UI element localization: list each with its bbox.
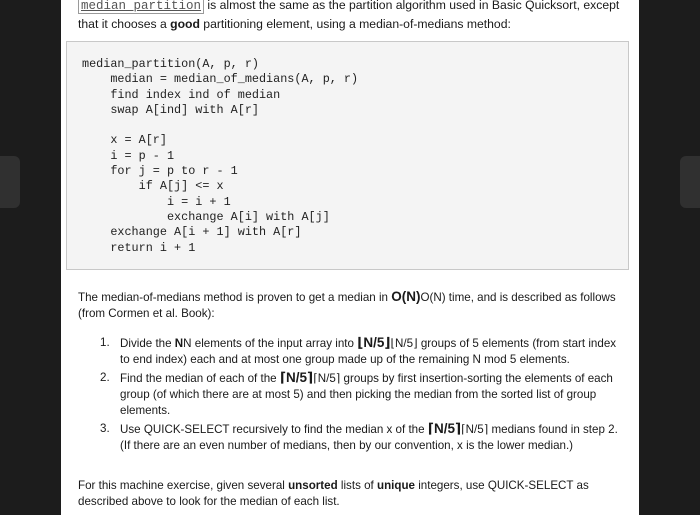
step-text: Use QUICK-SELECT recursively to find the median x of the ⌈N/5⌉⌈N/5⌉ medians found in step 2. (If there are an even number of medians, then by our convention, x is the lower median.)	[120, 421, 618, 452]
intro-bold-good: good	[170, 17, 200, 31]
code-line: if A[j] <= x	[82, 179, 224, 194]
right-scroll-tab[interactable]	[680, 156, 700, 208]
code-line: x = A[r]	[82, 133, 167, 148]
code-line: return i + 1	[82, 240, 196, 255]
intro-text-a: is almost the same as the partition algorithm used in Basic Quicksort, except that it chooses a	[78, 0, 620, 31]
list-item	[78, 370, 623, 419]
code-listing	[82, 57, 358, 256]
inline-code-median-partition: median_partition	[78, 0, 204, 14]
code-line: find index ind of median	[82, 87, 281, 102]
code-line: exchange A[i] with A[j]	[82, 209, 330, 224]
left-scroll-tab[interactable]	[0, 156, 20, 208]
code-block	[66, 41, 629, 270]
code-line: exchange A[i + 1] with A[r]	[82, 225, 302, 240]
list-item	[78, 335, 623, 368]
step-number: 1.	[100, 336, 110, 349]
para1-text-b: O(N) time, and is described as follows (from Cormen et al. Book):	[78, 291, 616, 320]
bold-unsorted: unsorted	[288, 479, 338, 492]
step-text: Find the median of each of the ⌈N/5⌉⌈N/5⌉ groups by first insertion-sorting the elements of each group (of which there are at most 5) and then picking the median from the sorted list of group elements.	[120, 370, 613, 417]
exercise-paragraph: For this machine exercise, given several unsorted lists of unique integers, use QUICK-SELECT as described above to look for the median of each list.	[78, 479, 589, 508]
para1-bold-complexity: O(N)	[391, 289, 421, 304]
para1-text-a: The median-of-medians method is proven to get a median in	[78, 291, 392, 304]
list-item	[78, 421, 623, 454]
step-number: 2.	[100, 371, 110, 384]
bold-unique: unique	[377, 479, 415, 492]
code-line: for j = p to r - 1	[82, 164, 238, 179]
step-text: Divide the NN elements of the input array into ⌊N/5⌋⌊N/5⌋ groups of 5 elements (from start index to end index) each and at most one group made up of the remaining N mod 5 elements.	[120, 335, 617, 366]
code-line: i = i + 1	[82, 194, 231, 209]
document-page	[61, 0, 639, 515]
code-line: i = p - 1	[82, 148, 175, 163]
intro-paragraph	[78, 0, 628, 33]
code-line: median_partition(A, p, r)	[82, 57, 259, 71]
step-number: 3.	[100, 422, 110, 435]
algorithm-steps-list	[78, 335, 623, 456]
code-line: median = median_of_medians(A, p, r)	[82, 72, 359, 87]
code-line: swap A[ind] with A[r]	[82, 102, 259, 117]
median-method-paragraph	[78, 289, 623, 322]
intro-text-b: partitioning element, using a median-of-medians method:	[199, 17, 511, 31]
